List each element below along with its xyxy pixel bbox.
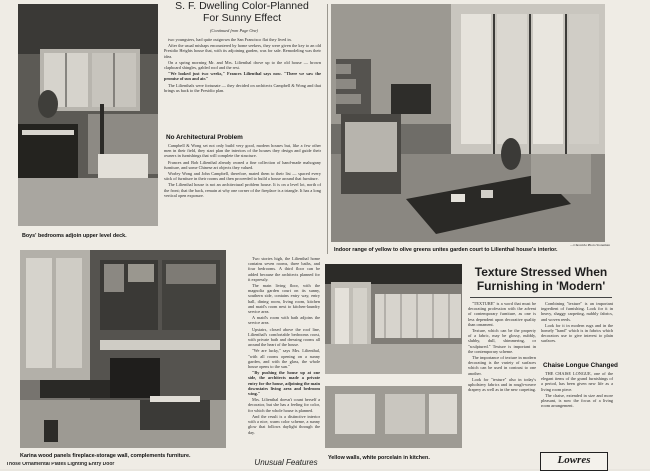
texture-headline bbox=[466, 265, 616, 293]
continued-note: (Continued from Page One) bbox=[210, 28, 258, 33]
chaise-headline: Chaise Longue Changed bbox=[543, 362, 618, 369]
photo-fireplace-wall bbox=[20, 250, 226, 448]
texture-text-right bbox=[541, 301, 613, 361]
subhead-no-architectural-problem: No Architectural Problem bbox=[166, 134, 243, 141]
texture-paragraph: Texture, which can be the property of a fabric, may be glossy, nubbly, slubby, dull, shimmering, or "sculptured." Texture is important in the contemporary scheme. bbox=[468, 328, 536, 354]
middle-paragraph: "By pushing the house up at one side, the architects made a private entry for the house, adjoining the main downstairs living area and bedroom wing." bbox=[248, 370, 320, 397]
middle-paragraph: Upstairs, closed above the roof line, Lilienthal's comfortable bedrooms roost, with private bath and dressing rooms all around the heart of the house. bbox=[248, 326, 320, 348]
boys-bedroom-image bbox=[18, 4, 158, 226]
photo-boys-bedroom bbox=[18, 4, 158, 226]
chaise-text bbox=[541, 371, 613, 449]
middle-paragraph: "We are lucky," says Mrs. Lilienthal, "with all rooms opening on a sunny garden, and with the glass, the whole house opens to the sun." bbox=[248, 348, 320, 370]
texture-paragraph: Look for it in modern rugs and in the homely "hand" which is in fabrics which decorators use to give interest to plain surfaces. bbox=[541, 322, 613, 344]
middle-paragraph: Mrs. Lilienthal doesn't count herself a decorator, but she has a feeling for color, for which the whole house is planned. bbox=[248, 397, 320, 413]
middle-paragraph: Two stories high, the Lilienthal home contains seven rooms, three baths, and four bedrooms. A third floor can be added because the architects planned for it expressly. bbox=[248, 256, 320, 282]
photo-credit: —Chronicle Photo Stoneman bbox=[570, 243, 610, 247]
kitchen-image bbox=[325, 264, 462, 448]
texture-paragraph: Combining "texture" is an important ingredient of furnishing. Look for it in heavy, shaggy carpeting, nubbly fabrics, and woven reeds. bbox=[541, 301, 613, 322]
architectural-text-column bbox=[164, 143, 321, 251]
photo-kitchen bbox=[325, 264, 462, 448]
ad-brand: Lowres bbox=[557, 454, 591, 466]
middle-paragraph: And the result is a distinctive interior with a nice, warm color scheme, a sunny glow that follows daylight through the day. bbox=[248, 413, 320, 435]
texture-rule bbox=[470, 297, 612, 298]
architectural-paragraph: Frances and Bob Lilienthal already owned a fine collection of hand-made mahogany furniture, and some Chinese art objects they valued. bbox=[164, 159, 321, 170]
bottom-caption-left: Those Ornamental Plates Lighting Entry Door bbox=[6, 462, 115, 467]
caption-fireplace-wall: Karina wood panels fireplace-storage wall, complements furniture. bbox=[20, 453, 191, 459]
lowres-ad bbox=[540, 452, 608, 471]
living-room-image bbox=[331, 4, 605, 242]
texture-headline-line-2: Furnishing in 'Modern' bbox=[476, 279, 606, 293]
lead-paragraph: "We looked just two weeks," Frances Lilienthal says now. "There we saw the promise of sun and air." bbox=[164, 71, 321, 82]
lead-paragraph: On a spring morning Mr. and Mrs. Lilienthal drove up to the old house — brown clapboard shingles, gabled roof and the rest. bbox=[164, 59, 321, 71]
fireplace-wall-image bbox=[20, 250, 226, 448]
lead-text-column bbox=[164, 37, 321, 131]
architectural-paragraph: The Lilienthal house is not an architectural problem house. It is on a level lot, north of the front; that the back, remain at why one corner of the fireplace is a triangle. It has a long vertical open exposure. bbox=[164, 182, 321, 198]
texture-paragraph: The importance of texture in modern decorating is the variety of surfaces which can be used in contrast to one another. bbox=[468, 355, 536, 376]
caption-kitchen: Yellow walls, white porcelain in kitchen. bbox=[328, 455, 430, 461]
caption-living-room: Indoor range of yellow to olive greens unites garden court to Lilienthal house's interior. bbox=[334, 247, 558, 253]
texture-paragraph: Look for "texture" also in today's upholstery fabrics and in rough-weave drapery as well as in the new carpeting. bbox=[468, 376, 536, 393]
middle-text-column bbox=[248, 256, 320, 454]
headline-line-2: For Sunny Effect bbox=[202, 12, 281, 24]
architectural-paragraph: Campbell & Wong set not only build very good, modern houses but, like a few other men in their field, they start plan the interiors of the houses they design and guide their owners in furnishings that will complete the structure. bbox=[164, 143, 321, 159]
article-headline bbox=[162, 0, 322, 24]
lead-paragraph: The Lilienthals were fortunate — they decided on architects Campbell & Wong and that brings us back to the Presidio plan. bbox=[164, 82, 321, 93]
texture-headline-line-1: Texture Stressed When bbox=[474, 265, 608, 279]
texture-paragraph: "TEXTURE" is a word that must be decorating profession with the advent of contemporary furniture, as one is less dependent upon decorative quality than ornament. bbox=[468, 301, 536, 327]
photo-living-room bbox=[331, 4, 605, 242]
headline-line-1: S. F. Dwelling Color-Planned bbox=[175, 0, 309, 12]
chaise-paragraph: THE CHAISE LONGUE, one of the elegant items of the grand furnishings of a period, has been given new life as a living room piece. bbox=[541, 371, 613, 392]
middle-paragraph: The main living floor, with the magnolia garden court on its sunny, southern side, contains entry way, entry hall, dining room, living room, kitchen and maid's room next to kitchen-laundry service area. bbox=[248, 283, 320, 315]
bottom-teaser: Unusual Features bbox=[254, 458, 318, 467]
column-divider bbox=[327, 4, 328, 254]
caption-boys-bedroom: Boys' bedrooms adjoin upper level deck. bbox=[22, 233, 127, 239]
lead-paragraph: After the usual mishaps encountered by home seekers, they were given the key to an old Presidio Heights house that, with its adjoining garden, was for sale. Remodeling was their idea. bbox=[164, 43, 321, 59]
lead-paragraph: two youngsters, had quite outgrown the San Francisco flat they lived in. bbox=[168, 37, 292, 42]
middle-paragraph: A maid's room with bath adjoins the service area. bbox=[248, 315, 320, 326]
chaise-paragraph: The chaise, extended in size and more pleasant, is now the focus of a living room arrangement. bbox=[541, 392, 613, 409]
architectural-paragraph: Worley Wong and John Campbell, therefore, mated them to their list — spaced every stick of furniture in their rooms and then proceeded to build a house around that furniture. bbox=[164, 171, 321, 182]
texture-text-left bbox=[468, 301, 536, 451]
